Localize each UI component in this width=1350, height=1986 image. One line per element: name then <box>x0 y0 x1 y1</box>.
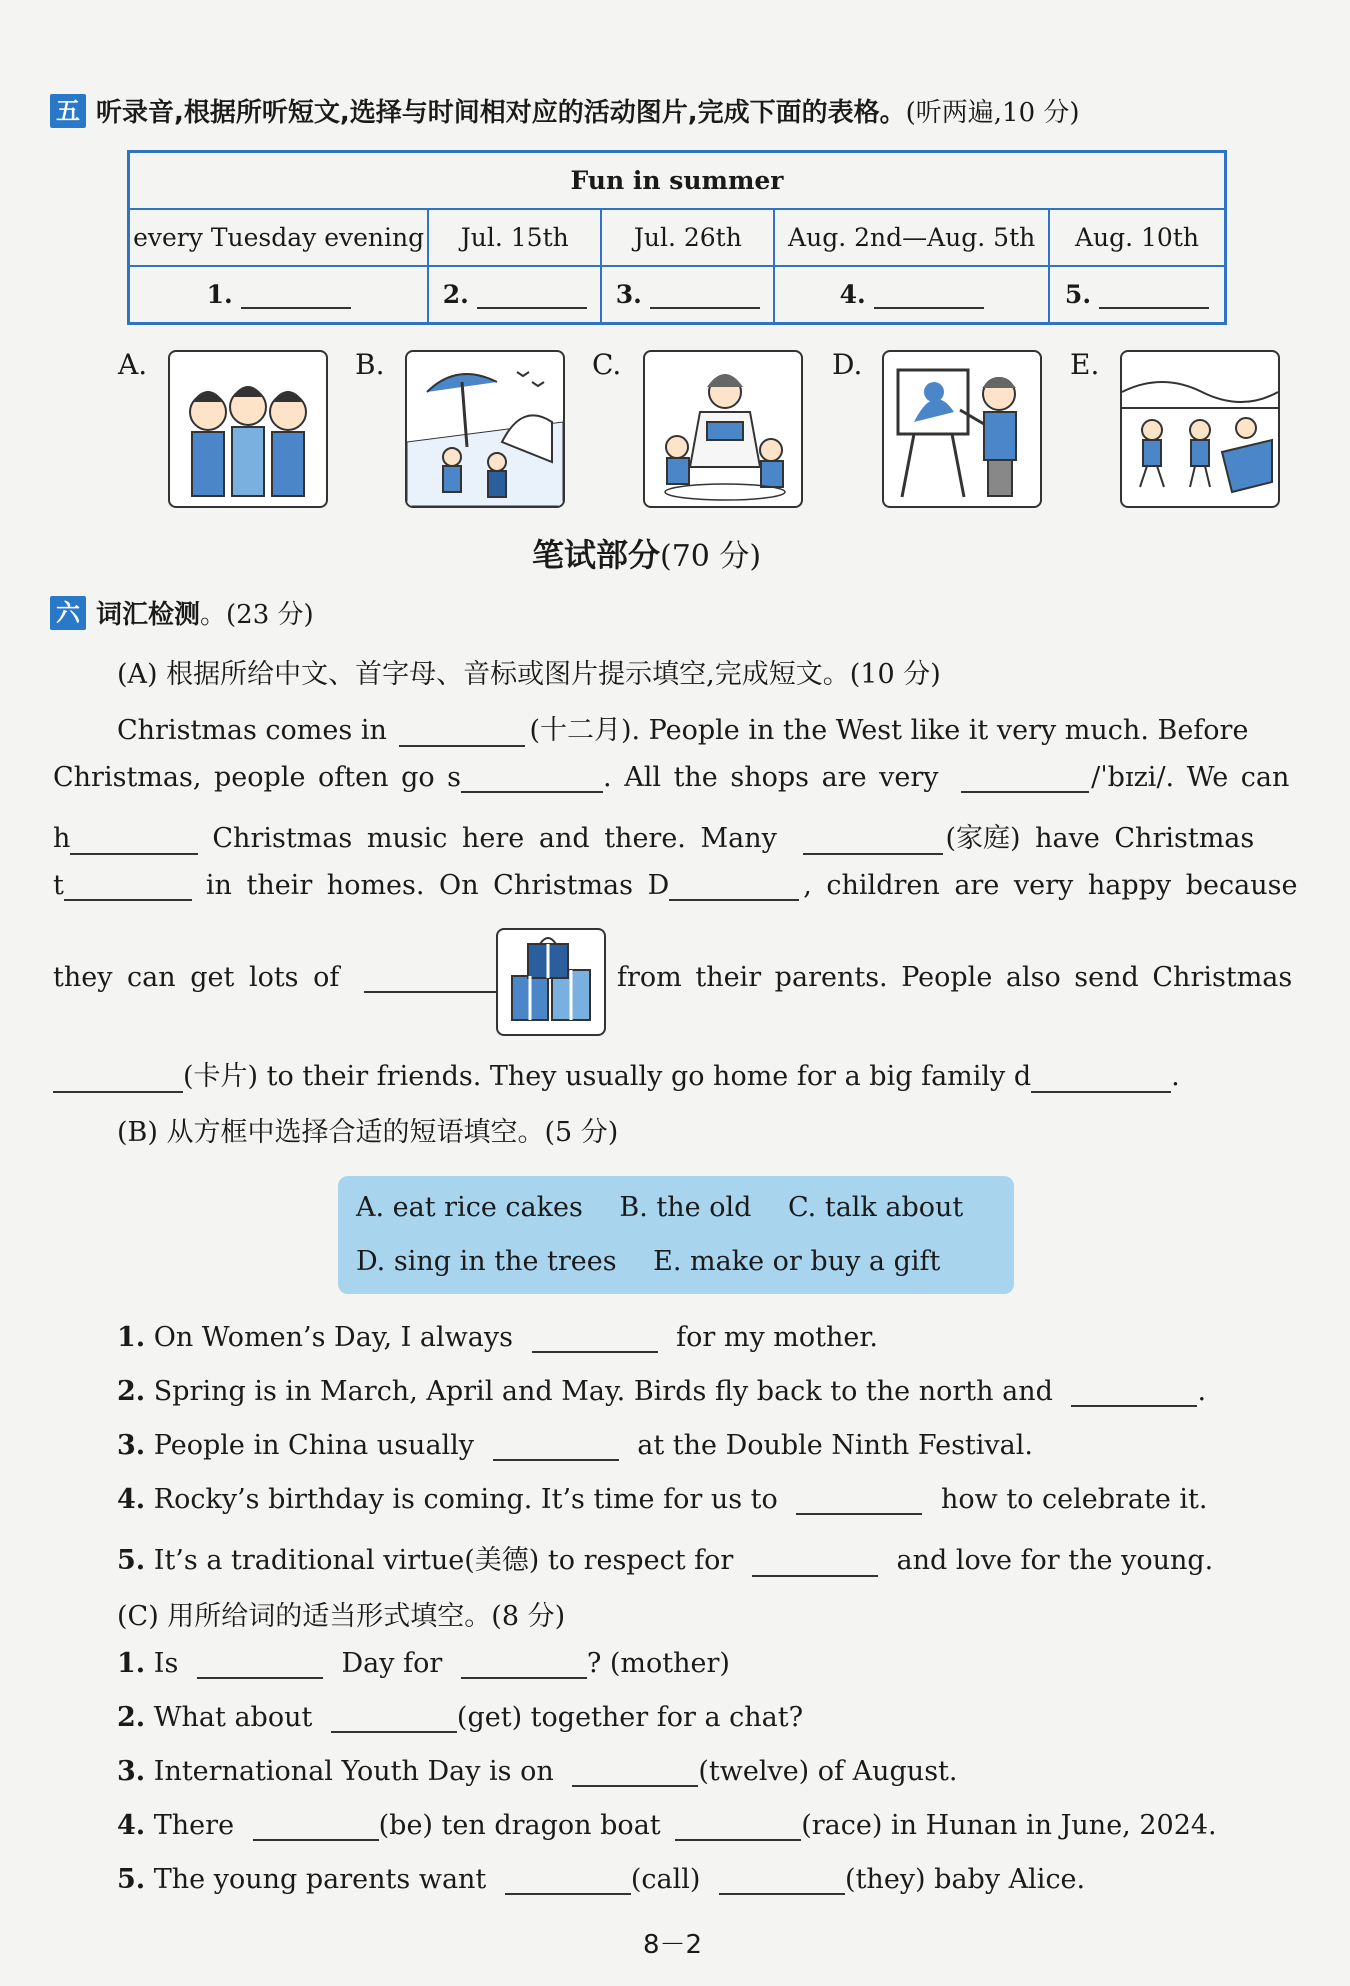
item-number: 3. <box>117 1430 146 1461</box>
section5-badge: 五 <box>50 94 86 128</box>
text: t <box>53 870 64 901</box>
text: (卡片) to their friends. They usually go home for a big family d <box>183 1061 1032 1092</box>
item-number: 4. <box>117 1810 146 1841</box>
gift-picture <box>496 928 606 1036</box>
col-time: every Tuesday evening <box>129 209 429 266</box>
phrase-row-1 <box>356 1192 963 1223</box>
partA-line3 <box>53 816 1254 855</box>
phrase-box <box>338 1176 1014 1294</box>
text: . <box>1171 1061 1180 1092</box>
partB-item-3 <box>117 1430 1033 1461</box>
text: Is <box>153 1648 179 1679</box>
text: (get) together for a chat? <box>456 1702 804 1733</box>
fill-blank[interactable] <box>669 898 799 901</box>
text: Christmas music here and there. Many <box>212 823 777 854</box>
answer-num: 4. <box>839 280 866 309</box>
partC-item-3 <box>117 1756 957 1787</box>
text: International Youth Day is on <box>153 1756 554 1787</box>
fill-blank[interactable] <box>796 1512 922 1515</box>
text: h <box>53 823 71 854</box>
partC-item-5 <box>117 1864 1085 1895</box>
option-label-d: D. <box>832 348 863 381</box>
fill-blank[interactable] <box>493 1458 619 1461</box>
text: they can get lots of <box>53 962 340 993</box>
fill-blank[interactable] <box>961 790 1089 793</box>
text: Rocky’s birthday is coming. It’s time for us to <box>153 1484 778 1515</box>
text: (twelve) of August. <box>698 1756 958 1787</box>
partA-line5a <box>53 962 498 993</box>
fill-blank[interactable] <box>53 1090 183 1093</box>
fill-blank[interactable] <box>1071 1404 1197 1407</box>
written-part-title: 笔试部分 <box>532 536 661 574</box>
text: People in China usually <box>153 1430 475 1461</box>
option-picture-b[interactable] <box>405 350 565 508</box>
phrase-row-2 <box>356 1246 940 1277</box>
answer-cell[interactable] <box>774 266 1049 324</box>
answer-cell[interactable] <box>601 266 774 324</box>
item-number: 5. <box>117 1545 146 1576</box>
col-time: Jul. 15th <box>428 209 601 266</box>
answer-cell[interactable] <box>129 266 429 324</box>
text: at the Double Ninth Festival. <box>637 1430 1033 1461</box>
fill-blank[interactable] <box>505 1892 631 1895</box>
col-time: Aug. 10th <box>1049 209 1226 266</box>
partA-line1 <box>117 708 1248 747</box>
page-number: 8－2 <box>643 1930 703 1960</box>
text: Christmas comes in <box>117 715 387 746</box>
item-number: 2. <box>117 1376 146 1407</box>
section6-note: 。(23 分) <box>200 600 314 630</box>
option-picture-e[interactable] <box>1120 350 1280 508</box>
fill-blank[interactable] <box>399 744 525 747</box>
text: There <box>153 1810 235 1841</box>
fill-blank[interactable] <box>1031 1090 1171 1093</box>
text: for my mother. <box>676 1322 878 1353</box>
fill-blank[interactable] <box>364 990 498 993</box>
partA-line4 <box>53 870 1297 901</box>
phrase-option: A. eat rice cakes <box>356 1192 583 1223</box>
item-number: 1. <box>117 1322 146 1353</box>
text: What about <box>153 1702 313 1733</box>
fill-blank[interactable] <box>461 1676 587 1679</box>
text: . <box>1197 1376 1207 1407</box>
answer-num: 1. <box>206 280 233 309</box>
section5-title: 听录音,根据所听短文,选择与时间相对应的活动图片,完成下面的表格。 <box>96 98 906 128</box>
text: (they) baby Alice. <box>845 1864 1086 1895</box>
text: and love for the young. <box>896 1545 1214 1576</box>
text: Spring is in March, April and May. Birds fly back to the north and <box>153 1376 1053 1407</box>
gift-boxes-icon <box>498 930 604 1034</box>
text: (be) ten dragon boat <box>378 1810 661 1841</box>
beach-music-icon <box>407 352 563 506</box>
children-costume-icon <box>170 352 326 506</box>
item-number: 1. <box>117 1648 146 1679</box>
option-label-b: B. <box>355 348 385 381</box>
fill-blank[interactable] <box>70 852 198 855</box>
fill-blank[interactable] <box>64 898 192 901</box>
phrase-option: E. make or buy a gift <box>653 1246 941 1277</box>
section6-badge: 六 <box>50 596 86 630</box>
table-row-times <box>129 209 1226 266</box>
section5-heading <box>50 92 1080 129</box>
fill-blank[interactable] <box>253 1838 379 1841</box>
park-picnic-icon <box>1122 352 1278 506</box>
table-row-answers <box>129 266 1226 324</box>
fill-blank[interactable] <box>752 1574 878 1577</box>
option-label-c: C. <box>592 348 622 381</box>
item-number: 3. <box>117 1756 146 1787</box>
written-part-heading <box>532 530 761 576</box>
text: On Women’s Day, I always <box>153 1322 513 1353</box>
phrase-option: B. the old <box>619 1192 752 1223</box>
text: Christmas, people often go s <box>53 762 462 793</box>
text: (call) <box>630 1864 701 1895</box>
section6-heading <box>50 594 314 631</box>
text: (十二月). People in the West like it very much. Before <box>529 715 1249 746</box>
partB-instruction: (B) 从方框中选择合适的短语填空。(5 分) <box>117 1117 619 1148</box>
partA-line5b: from their parents. People also send Christmas <box>617 962 1293 993</box>
written-part-score: (70 分) <box>660 539 762 574</box>
partA-line2 <box>53 762 1289 793</box>
answer-num: 5. <box>1064 280 1092 309</box>
fill-blank[interactable] <box>532 1350 658 1353</box>
text: in their homes. On Christmas D <box>205 870 670 901</box>
partB-item-1 <box>117 1322 878 1353</box>
text: The young parents want <box>153 1864 487 1895</box>
text: . All the shops are very <box>603 762 939 793</box>
col-time: Aug. 2nd—Aug. 5th <box>774 209 1049 266</box>
story-reading-icon <box>645 352 801 506</box>
partA-instruction: (A) 根据所给中文、首字母、音标或图片提示填空,完成短文。(10 分) <box>117 659 941 690</box>
partB-item-5 <box>117 1538 1213 1577</box>
option-picture-a[interactable] <box>168 350 328 508</box>
text: (race) in Hunan in June, 2024. <box>801 1810 1217 1841</box>
text: (家庭) have Christmas <box>945 823 1255 854</box>
fill-blank[interactable] <box>331 1730 457 1733</box>
answer-num: 2. <box>442 280 469 309</box>
partB-item-2 <box>117 1376 1206 1407</box>
option-label-e: E. <box>1070 348 1100 381</box>
option-picture-c[interactable] <box>643 350 803 508</box>
fill-blank[interactable] <box>719 1892 845 1895</box>
fun-in-summer-table <box>127 150 1227 325</box>
answer-cell[interactable] <box>428 266 601 324</box>
fill-blank[interactable] <box>803 852 943 855</box>
item-number: 4. <box>117 1484 146 1515</box>
text: how to celebrate it. <box>940 1484 1208 1515</box>
fill-blank[interactable] <box>197 1676 323 1679</box>
text: It’s a traditional virtue(美德) to respect for <box>153 1545 734 1576</box>
answer-num: 3. <box>615 280 642 309</box>
partC-item-4 <box>117 1810 1217 1841</box>
option-label-a: A. <box>118 348 148 381</box>
fill-blank[interactable] <box>572 1784 698 1787</box>
phrase-option: C. talk about <box>787 1192 964 1223</box>
text: /ˈbɪzi/. We can <box>1091 762 1290 793</box>
fill-blank[interactable] <box>461 790 603 793</box>
col-time: Jul. 26th <box>601 209 774 266</box>
partA-line6 <box>53 1054 1180 1093</box>
fill-blank[interactable] <box>675 1838 801 1841</box>
painting-easel-icon <box>884 352 1040 506</box>
phrase-option: D. sing in the trees <box>356 1246 617 1277</box>
section6-title: 词汇检测 <box>96 600 201 630</box>
partB-item-4 <box>117 1484 1208 1515</box>
text: Day for <box>341 1648 443 1679</box>
option-picture-d[interactable] <box>882 350 1042 508</box>
partC-instruction: (C) 用所给词的适当形式填空。(8 分) <box>117 1601 566 1632</box>
table-title: Fun in summer <box>129 152 1226 210</box>
item-number: 2. <box>117 1702 146 1733</box>
partC-item-2 <box>117 1702 803 1733</box>
text: ? (mother) <box>586 1648 730 1679</box>
partC-item-1 <box>117 1648 730 1679</box>
text: , children are very happy because <box>803 870 1298 901</box>
section5-note: (听两遍,10 分) <box>905 98 1080 128</box>
answer-cell[interactable] <box>1049 266 1226 324</box>
item-number: 5. <box>117 1864 146 1895</box>
